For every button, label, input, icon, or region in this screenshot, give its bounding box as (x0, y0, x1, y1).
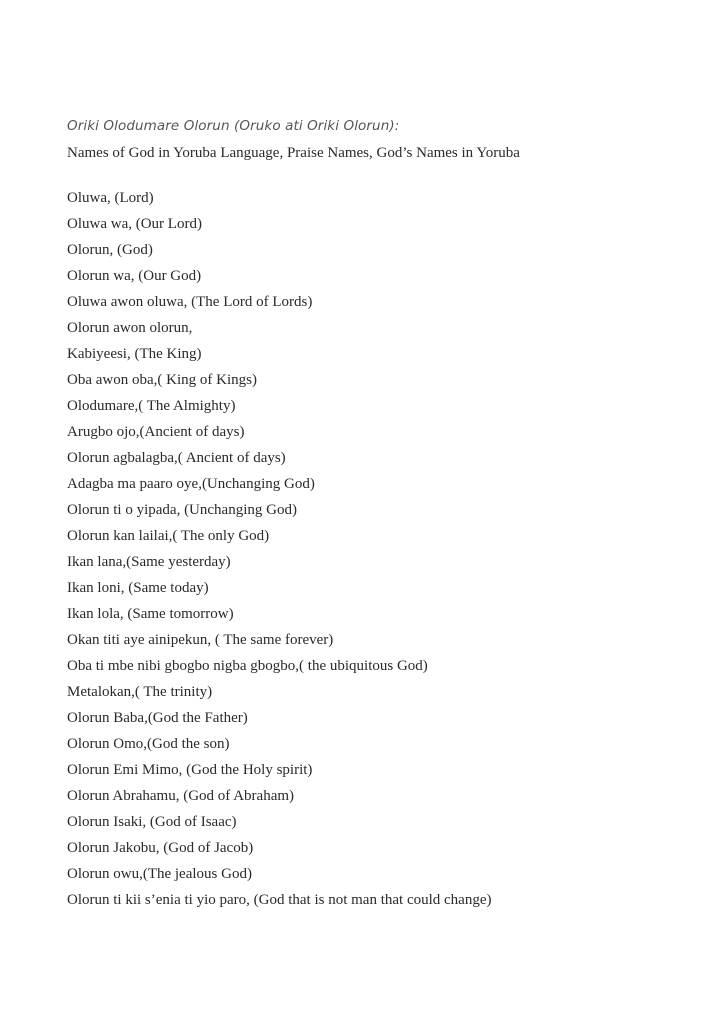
name-list-item: Adagba ma paaro oye,(Unchanging God) (67, 476, 315, 492)
name-list-item: Olorun awon olorun, (67, 320, 193, 336)
name-list-item: Oba ti mbe nibi gbogbo nigba gbogbo,( the ubiquitous God) (67, 658, 428, 674)
name-list-item: Olorun Isaki, (God of Isaac) (67, 814, 237, 830)
name-list-item: Olorun Emi Mimo, (God the Holy spirit) (67, 762, 313, 778)
name-list-item: Olorun Omo,(God the son) (67, 736, 230, 752)
name-list-item: Okan titi aye ainipekun, ( The same forever) (67, 632, 334, 648)
name-list-item: Olorun Abrahamu, (God of Abraham) (67, 788, 295, 804)
name-list-item: Olorun Jakobu, (God of Jacob) (67, 840, 254, 856)
name-list-item: Olorun wa, (Our God) (67, 268, 202, 284)
name-list-item: Olorun, (God) (67, 242, 153, 258)
name-list-item: Olorun agbalagba,( Ancient of days) (67, 450, 286, 466)
name-list-item: Oba awon oba,( King of Kings) (67, 372, 257, 388)
name-list-item: Olodumare,( The Almighty) (67, 398, 236, 414)
name-list-item: Ikan lola, (Same tomorrow) (67, 606, 234, 622)
name-list-item: Olorun Baba,(God the Father) (67, 710, 248, 726)
names-list (67, 185, 492, 913)
name-list-item: Oluwa awon oluwa, (The Lord of Lords) (67, 294, 313, 310)
name-list-item: Olorun ti kii s’enia ti yio paro, (God that is not man that could change) (67, 892, 492, 908)
name-list-item: Ikan loni, (Same today) (67, 580, 209, 596)
name-list-item: Arugbo ojo,(Ancient of days) (67, 424, 245, 440)
name-list-item: Olorun owu,(The jealous God) (67, 866, 252, 882)
name-list-item: Olorun kan lailai,( The only God) (67, 528, 270, 544)
name-list-item: Olorun ti o yipada, (Unchanging God) (67, 502, 297, 518)
document-heading: Oriki Olodumare Olorun (Oruko ati Oriki Olorun): (67, 118, 400, 134)
document-subheading: Names of God in Yoruba Language, Praise Names, God’s Names in Yoruba (67, 145, 520, 161)
name-list-item: Oluwa wa, (Our Lord) (67, 216, 202, 232)
name-list-item: Metalokan,( The trinity) (67, 684, 213, 700)
name-list-item: Kabiyeesi, (The King) (67, 346, 202, 362)
name-list-item: Ikan lana,(Same yesterday) (67, 554, 231, 570)
name-list-item: Oluwa, (Lord) (67, 190, 154, 206)
